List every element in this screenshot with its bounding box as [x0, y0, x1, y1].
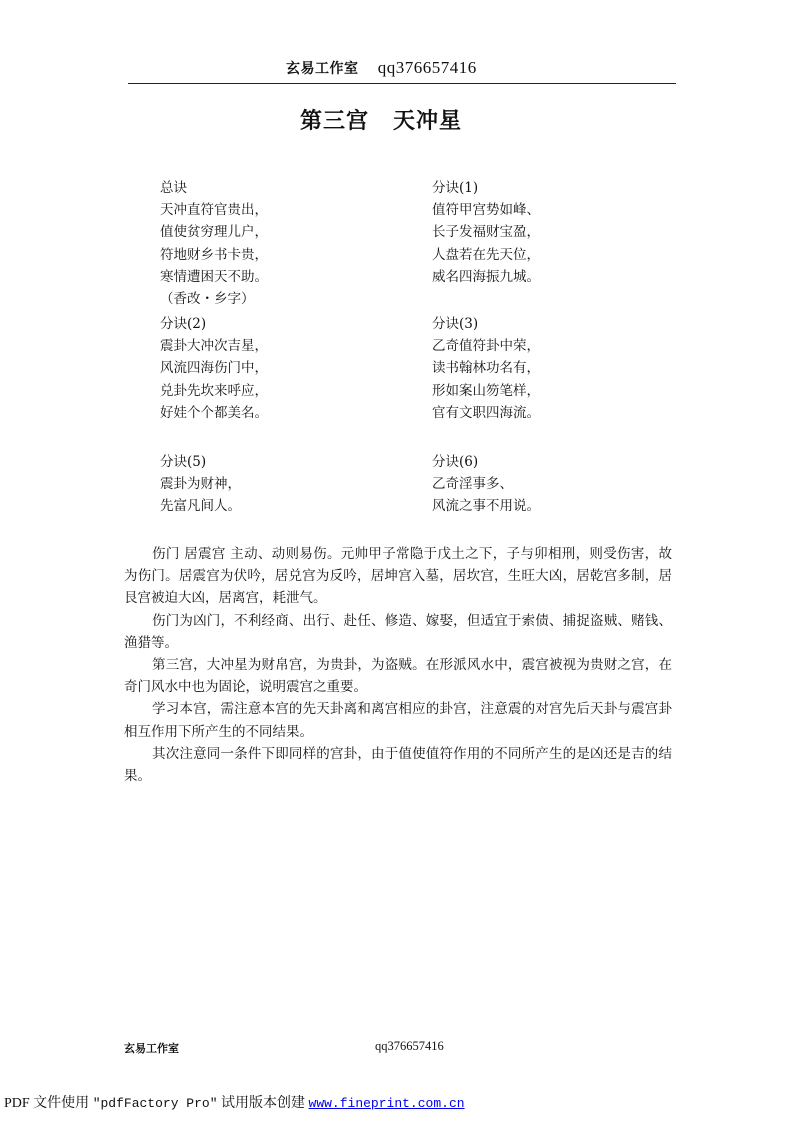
verse-line: 寒情遭困天不助。: [160, 268, 268, 285]
verse-line: 人盘若在先天位，: [432, 246, 540, 263]
paragraph: 伤门 居震宫 主动、动则易伤。元帅甲子常隐于戊土之下，子与卯相刑，则受伤害，故为伤门。居震宫为伏吟，居兑宫为反吟，居坤宫入墓，居坎宫，生旺大凶，居乾宫多制，居艮宫被迫大凶，居离宫，耗泄气。: [124, 546, 672, 607]
verse-line: 天冲直符官贵出，: [160, 202, 268, 219]
verse-line: 符地财乡书卡贵，: [160, 246, 268, 263]
verse-line: 形如案山笏笔样，: [432, 382, 540, 399]
verse-line: 震卦大冲次吉星，: [160, 338, 268, 355]
page-header: [286, 58, 526, 82]
verse-heading: 分诀(3): [432, 316, 479, 332]
pdf-notice-product: "pdfFactory Pro": [92, 1096, 218, 1111]
header-rule: [128, 83, 676, 84]
verse-line: 官有文职四海流。: [432, 404, 540, 421]
footer-qq: qq376657416: [375, 1039, 444, 1053]
paragraph: 学习本宫，需注意本宫的先天卦离和离宫相应的卦宫，注意震的对宫先后天卦与震宫卦相互作用下所产生的不同结果。: [124, 701, 672, 740]
header-qq: qq376657416: [377, 58, 477, 77]
verse-line: 兑卦先坎来呼应，: [160, 382, 268, 399]
verse-line: 长子发福财宝盈，: [432, 224, 540, 241]
verse-fenjue-1: [432, 177, 540, 288]
pdf-notice-middle: 试用版本创建: [221, 1096, 306, 1111]
paragraph: 其次注意同一条件下即同样的宫卦，由于值使值符作用的不同所产生的是凶还是吉的结果。: [124, 745, 672, 785]
paragraph: 伤门为凶门，不利经商、出行、赴任、修造、嫁娶，但适宜于索债、捕捉盗贼、赌钱、渔猎等。: [124, 612, 672, 651]
verse-fenjue-3: [432, 313, 540, 424]
header-brand: 玄易工作室: [286, 61, 359, 77]
verse-heading: 分诀(1): [432, 180, 479, 196]
verse-line: 先富凡间人。: [160, 498, 241, 515]
verse-fenjue-6: [432, 451, 540, 518]
verse-line: 风流四海伤门中，: [160, 360, 268, 377]
verse-line: 好娃个个都美名。: [160, 404, 268, 421]
verse-line: 乙奇淫事多、: [432, 476, 513, 493]
verse-zongjue: [160, 177, 268, 310]
pdf-notice-prefix: PDF 文件使用: [4, 1096, 90, 1111]
body-text: [124, 543, 672, 787]
verse-heading: 分诀(6): [432, 454, 479, 470]
title-star: 天冲星: [393, 108, 463, 134]
verse-heading: 分诀(5): [160, 454, 207, 470]
verse-line: 读书翰林功名有，: [432, 360, 540, 377]
title-palace: 第三宫: [300, 108, 370, 134]
footer-brand: 玄易工作室: [124, 1042, 179, 1055]
verse-heading: 分诀(2): [160, 316, 207, 332]
verse-line: 威名四海振九城。: [432, 268, 540, 285]
verse-line: 震卦为财神，: [160, 476, 241, 493]
verse-line: 风流之事不用说。: [432, 498, 540, 515]
verse-line: 值使贫穷理儿户，: [160, 224, 268, 241]
verse-line: 乙奇值符卦中荣，: [432, 338, 540, 355]
paragraph: 第三宫，大冲星为财帛宫，为贵卦，为盗贼。在形派风水中，震宫被视为贵财之宫，在奇门风水中也为固论，说明震宫之重要。: [124, 657, 672, 696]
verse-heading: 总诀: [160, 180, 187, 196]
verse-fenjue-5: [160, 451, 241, 518]
verse-note: （香改・乡字）: [160, 290, 255, 307]
verse-fenjue-2: [160, 313, 268, 424]
fineprint-link[interactable]: www.fineprint.com.cn: [308, 1096, 465, 1111]
verse-line: 值符甲宫势如峰、: [432, 202, 540, 219]
pdf-notice: [4, 1092, 465, 1112]
page-title: [300, 104, 462, 135]
